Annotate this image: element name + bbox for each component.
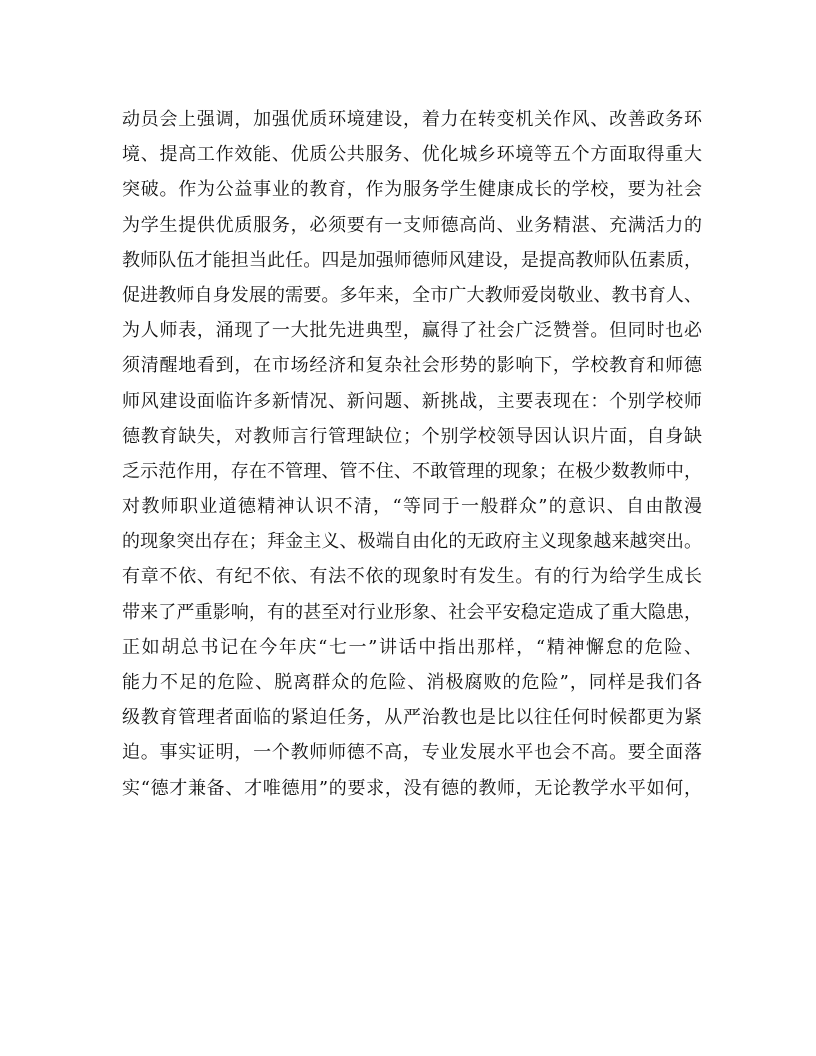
body-paragraph [122, 102, 702, 806]
text-line: 境、提高工作效能、优质公共服务、优化城乡环境等五个方面取得重大 [122, 144, 702, 166]
text-line: 师风建设面临许多新情况、新问题、新挑战，主要表现在：个别学校师 [122, 390, 702, 412]
text-line: 正如胡总书记在今年庆“七一”讲话中指出那样，“精神懈怠的危险、 [122, 636, 702, 658]
text-line: 须清醒地看到，在市场经济和复杂社会形势的影响下，学校教育和师德 [122, 355, 702, 377]
text-line: 德教育缺失，对教师言行管理缺位；个别学校领导因认识片面，自身缺 [122, 425, 702, 447]
text-line: 带来了严重影响，有的甚至对行业形象、社会平安稳定造成了重大隐患， [122, 601, 702, 623]
text-line: 的现象突出存在；拜金主义、极端自由化的无政府主义现象越来越突出。 [122, 531, 702, 553]
text-line: 能力不足的危险、脱离群众的危险、消极腐败的危险”，同样是我们各 [122, 672, 702, 693]
text-line: 促进教师自身发展的需要。多年来，全市广大教师爱岗敬业、教书育人、 [122, 284, 702, 306]
text-line: 动员会上强调，加强优质环境建设，着力在转变机关作风、改善政务环 [122, 109, 702, 130]
text-line: 教师队伍才能担当此任。四是加强师德师风建设，是提高教师队伍素质， [122, 249, 702, 271]
text-line: 迫。事实证明，一个教师师德不高，专业发展水平也会不高。要全面落 [122, 742, 702, 764]
text-line: 级教育管理者面临的紧迫任务，从严治教也是比以往任何时候都更为紧 [122, 707, 702, 729]
text-line: 有章不依、有纪不依、有法不依的现象时有发生。有的行为给学生成长 [122, 566, 702, 588]
text-line: 对教师职业道德精神认识不清，“等同于一般群众”的意识、自由散漫 [122, 496, 702, 518]
text-line: 突破。作为公益事业的教育，作为服务学生健康成长的学校，要为社会 [122, 179, 702, 201]
text-line: 乏示范作用，存在不管理、管不住、不敢管理的现象；在极少数教师中， [122, 460, 702, 482]
text-line: 为人师表，涌现了一大批先进典型，赢得了社会广泛赞誉。但同时也必 [122, 320, 702, 342]
text-line: 实“德才兼备、才唯德用”的要求，没有德的教师，无论教学水平如何， [122, 777, 702, 799]
text-line: 为学生提供优质服务，必须要有一支师德高尚、业务精湛、充满活力的 [122, 214, 702, 236]
